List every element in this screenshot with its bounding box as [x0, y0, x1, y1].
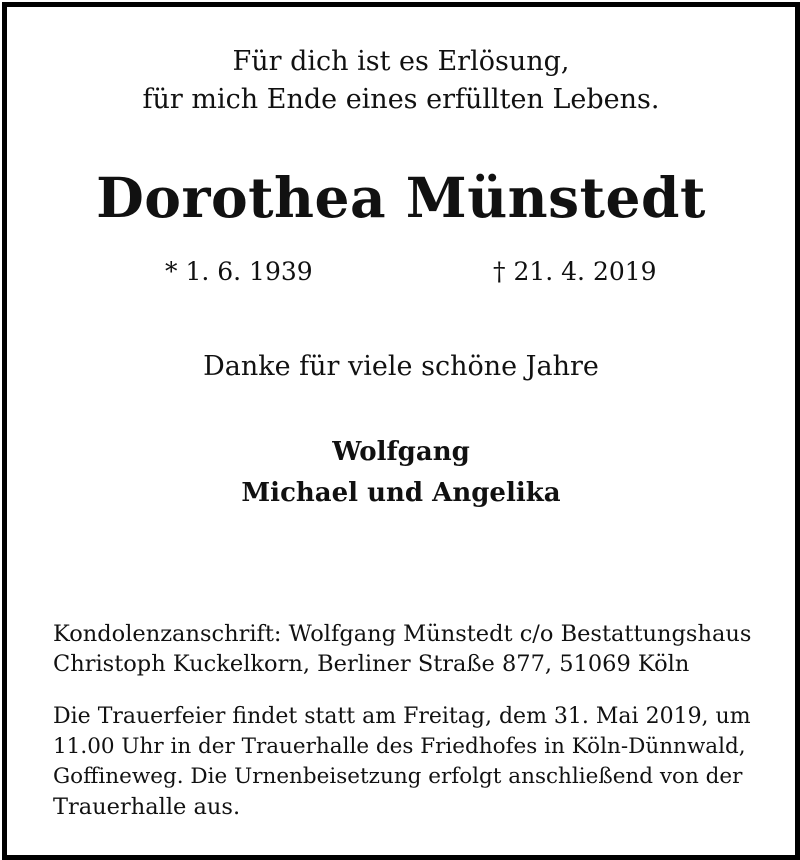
birth-date: * 1. 6. 1939 [165, 257, 313, 286]
ceremony-line-2: 11.00 Uhr in der Trauerhalle des Friedhofes in Köln-Dünnwald, [53, 734, 746, 759]
deceased-name: Dorothea Münstedt [96, 165, 706, 230]
thanks-line: Danke für viele schöne Jahre [203, 351, 599, 382]
ceremony-line-4: Trauerhalle aus. [53, 794, 241, 820]
obituary-notice [2, 2, 800, 860]
death-date: † 21. 4. 2019 [493, 257, 657, 286]
motto-line-1: Für dich ist es Erlösung, [232, 46, 570, 77]
condolence-line-2: Christoph Kuckelkorn, Berliner Straße 877, 51069 Köln [53, 651, 690, 677]
condolence-line-1: Kondolenzanschrift: Wolfgang Münstedt c/o Bestattungshaus [53, 621, 752, 647]
ceremony-line-1: Die Trauerfeier findet statt am Freitag, dem 31. Mai 2019, um [53, 704, 751, 729]
family-line-1: Wolfgang [332, 437, 470, 467]
condolence-address [53, 619, 753, 679]
ceremony-info [53, 702, 753, 822]
motto-line-2: für mich Ende eines erfüllten Lebens. [142, 84, 660, 115]
ceremony-line-3: Goffineweg. Die Urnenbeisetzung erfolgt anschließend von der [53, 764, 743, 789]
family-line-2: Michael und Angelika [241, 478, 561, 508]
